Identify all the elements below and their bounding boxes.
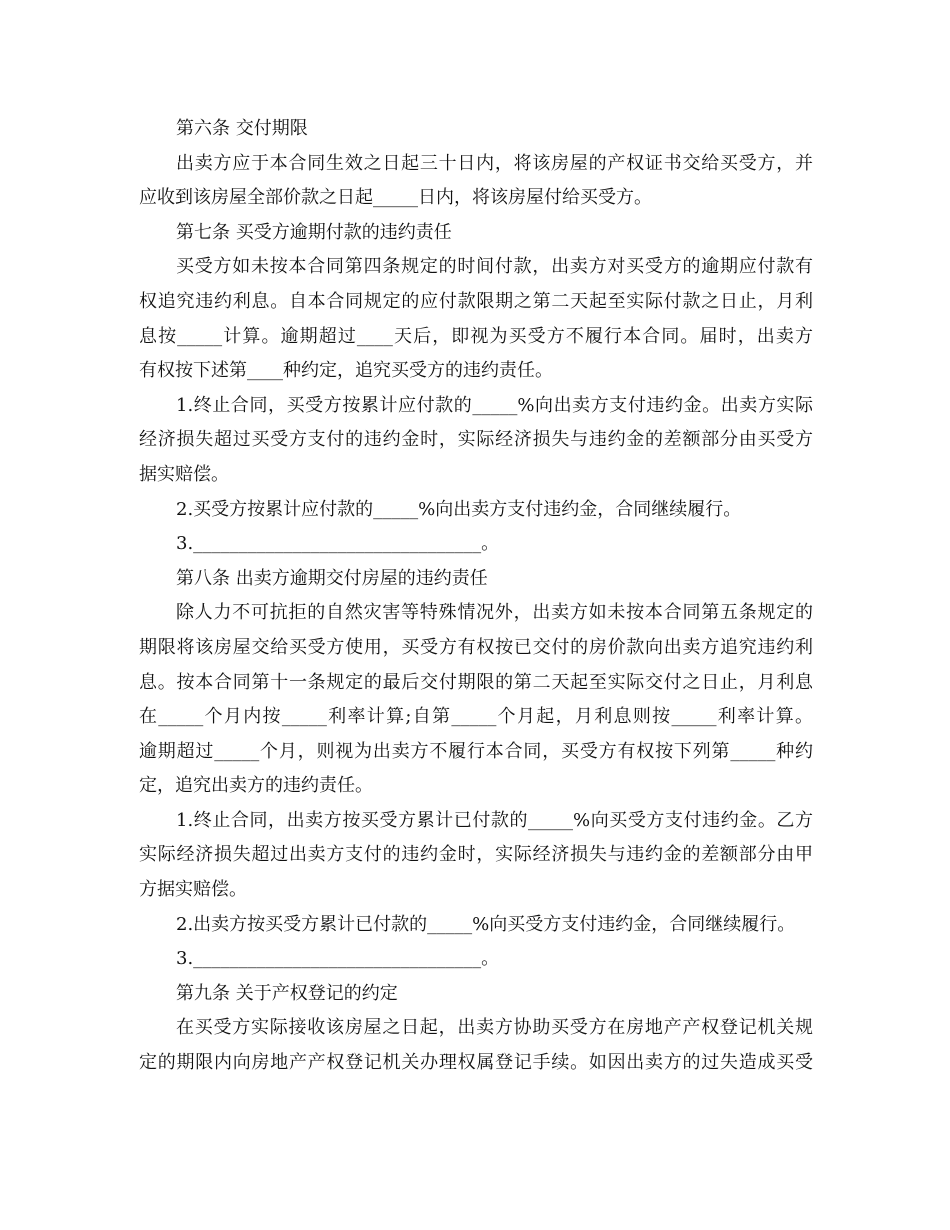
text-line: 期限将该房屋交给买受方使用，买受方有权按已交付的房价款向出卖方追究违约利 (139, 636, 813, 658)
text-line: 除人力不可抗拒的自然灾害等特殊情况外，出卖方如未按本合同第五条规定的 (176, 602, 813, 624)
text-line: 息按_____计算。逾期超过____天后，即视为买受方不履行本合同。届时，出卖方 (139, 325, 813, 347)
text-line: 3.________________________________。 (176, 948, 500, 970)
text-line: 1.终止合同，出卖方按买受方累计已付款的_____%向买受方支付违约金。乙方 (176, 809, 813, 831)
text-line: 定，追究出卖方的违约责任。 (139, 775, 373, 797)
text-line: 第八条 出卖方逾期交付房屋的违约责任 (176, 567, 488, 589)
text-line: 2.买受方按累计应付款的_____%向出卖方支付违约金，合同继续履行。 (176, 498, 742, 520)
document-page (139, 112, 813, 1081)
text-line: 第九条 关于产权登记的约定 (176, 982, 398, 1004)
text-line: 第六条 交付期限 (176, 118, 308, 139)
text-line: 在买受方实际接收该房屋之日起，出卖方协助买受方在房地产产权登记机关规 (176, 1017, 813, 1039)
text-line: 息。按本合同第十一条规定的最后交付期限的第二天起至实际交付之日止，月利息 (139, 671, 813, 693)
text-line: 经济损失超过买受方支付的违约金时，实际经济损失与违约金的差额部分由买受方 (139, 429, 813, 451)
text-line: 应收到该房屋全部价款之日起_____日内，将该房屋付给买受方。 (139, 187, 652, 209)
text-line: 逾期超过_____个月，则视为出卖方不履行本合同，买受方有权按下列第_____种约 (139, 740, 813, 762)
text-line: 3.________________________________。 (176, 533, 500, 555)
text-line: 实际经济损失超过出卖方支付的违约金时，实际经济损失与违约金的差额部分由甲 (139, 844, 813, 866)
text-line: 权追究违约利息。自本合同规定的应付款限期之第二天起至实际付款之日止，月利 (139, 290, 813, 312)
text-line: 在_____个月内按_____利率计算;自第_____个月起，月利息则按_____利率计算。 (139, 706, 813, 728)
text-line: 出卖方应于本合同生效之日起三十日内，将该房屋的产权证书交给买受方，并 (176, 152, 813, 174)
text-line: 2.出卖方按买受方累计已付款的_____%向买受方支付违约金，合同继续履行。 (176, 913, 796, 935)
text-line: 第七条 买受方逾期付款的违约责任 (176, 221, 452, 243)
text-line: 方据实赔偿。 (139, 879, 247, 901)
text-line: 据实赔偿。 (139, 463, 229, 485)
text-line: 有权按下述第____种约定，追究买受方的违约责任。 (139, 360, 553, 382)
text-line: 买受方如未按本合同第四条规定的时间付款，出卖方对买受方的逾期应付款有 (176, 256, 813, 278)
text-line: 1.终止合同，买受方按累计应付款的_____%向出卖方支付违约金。出卖方实际 (176, 394, 813, 416)
text-line: 定的期限内向房地产产权登记机关办理权属登记手续。如因出卖方的过失造成买受 (139, 1052, 813, 1074)
